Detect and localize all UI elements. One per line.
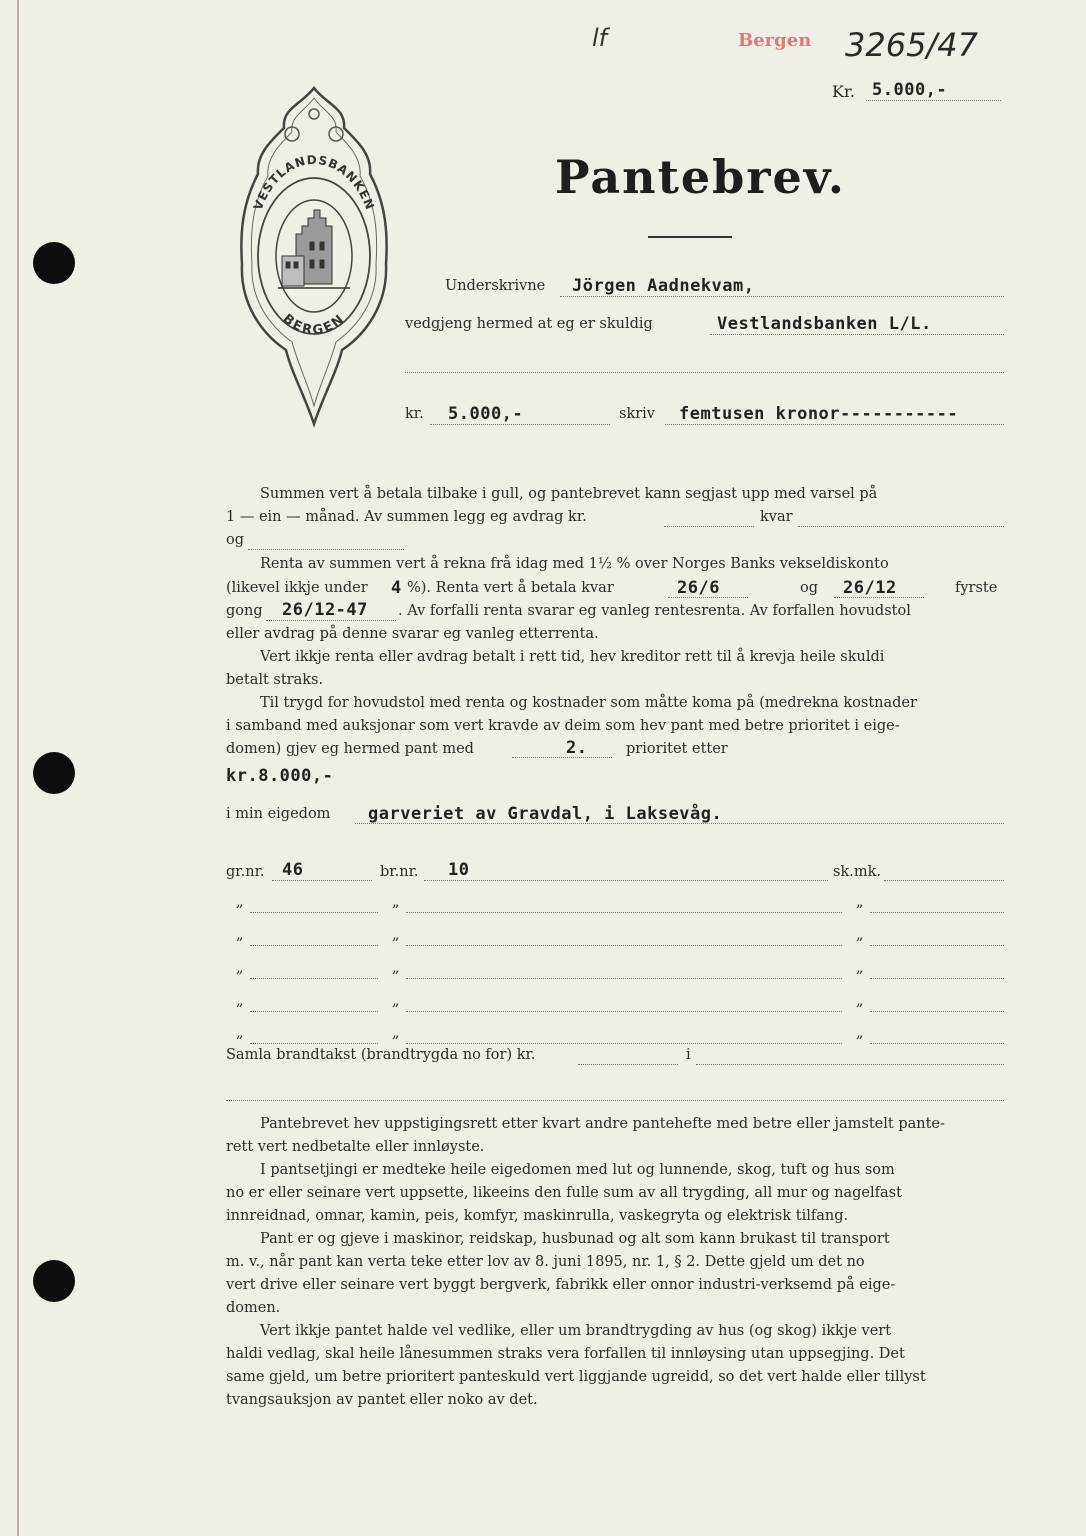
kr-line <box>430 424 610 425</box>
date1-line <box>668 597 748 598</box>
ditto-mark: „ <box>856 1025 864 1041</box>
terms-p3-l3: vert drive eller seinare vert byggt bergverk, fabrikk eller onnor industri-verksemd på eige- <box>226 1277 896 1293</box>
ditto-line <box>250 945 378 946</box>
terms-p4-l3: same gjeld, um betre prioritert panteskuld vert liggjande ugreidd, so det vert halde eller tillyst <box>226 1369 926 1385</box>
terms-p3-l2: m. v., når pant kan verta teke etter lov av 8. juni 1895, nr. 1, § 2. Dette gjeld um det no <box>226 1254 865 1270</box>
seal-bottom-text: BERGEN <box>279 311 349 339</box>
kr-label: kr. <box>405 406 424 422</box>
ditto-line <box>870 978 1004 979</box>
sk-line <box>884 880 1004 881</box>
fire-i-line <box>696 1064 1004 1065</box>
para2-line1: Renta av summen vert å rekna frå idag med 1½ % over Norges Banks vekseldiskonto <box>260 556 889 572</box>
terms-p3-l4: domen. <box>226 1300 281 1316</box>
undersigned-line <box>560 296 1004 297</box>
ditto-mark: „ <box>236 894 244 910</box>
blank-line <box>405 372 1004 373</box>
para1-line3: og <box>226 532 245 548</box>
ditto-line <box>250 978 378 979</box>
write-label: skriv <box>619 406 655 422</box>
kr-value: 5.000,- <box>448 404 524 424</box>
ditto-mark: „ <box>392 894 400 910</box>
ditto-line <box>870 912 1004 913</box>
ditto-mark: „ <box>392 927 400 943</box>
gr-label: gr.nr. <box>226 864 265 880</box>
para1-line2a: 1 — ein — månad. Av summen legg eg avdrag kr. <box>226 509 587 525</box>
para2-line3b: . Av forfalli renta svarar eg vanleg rentesrenta. Av forfallen hovudstol <box>398 603 911 619</box>
br-line <box>424 880 828 881</box>
ditto-line <box>406 945 842 946</box>
para4-line3a: domen) gjev eg hermed pant med <box>226 741 474 757</box>
terms-p4-l2: haldi vedlag, skal heile lånesummen straks vera forfallen til innløysing utan uppsegjing. Det <box>226 1346 905 1362</box>
ditto-line <box>406 978 842 979</box>
para1-line1: Summen vert å betala tilbake i gull, og pantebrevet kann segjast upp med varsel på <box>260 486 878 502</box>
terms-p2-l1: I pantsetjingi er medteke heile eigedomen med lut og lunnende, skog, tuft og hus som <box>260 1162 895 1178</box>
bergen-stamp: Bergen <box>738 30 812 51</box>
gr-line <box>272 880 372 881</box>
kvar-line <box>798 526 1004 527</box>
date2-line <box>834 597 924 598</box>
seal-top-text: VESTLANDSBANKEN <box>250 152 378 213</box>
fire-i-label: i <box>686 1047 691 1063</box>
para3-line1: Vert ikkje renta eller avdrag betalt i rett tid, hev kreditor rett til å krevja heile skuldi <box>260 649 885 665</box>
bank-seal <box>232 84 396 444</box>
ditto-line <box>406 912 842 913</box>
terms-p2-l3: innreidnad, omnar, kamin, peis, komfyr, maskinrulla, vaskegryta og elektrisk tilfang. <box>226 1208 849 1224</box>
punch-hole <box>33 752 75 794</box>
ditto-mark: „ <box>236 927 244 943</box>
initials: lf <box>592 24 608 52</box>
terms-p1-l2: rett vert nedbetalte eller innløyste. <box>226 1139 485 1155</box>
fire-amount-line <box>578 1064 678 1065</box>
write-line <box>665 424 1004 425</box>
ditto-mark: „ <box>856 993 864 1009</box>
priority-value: 2. <box>566 738 588 758</box>
og-line <box>248 549 404 550</box>
property-label: i min eigedom <box>226 806 331 822</box>
ditto-mark: „ <box>236 993 244 1009</box>
installment-line <box>664 526 754 527</box>
para2-line2a: (likevel ikkje under <box>226 580 368 596</box>
ditto-line <box>406 1011 842 1012</box>
ditto-mark: „ <box>856 960 864 976</box>
amount-label: Kr. <box>832 82 855 101</box>
ditto-mark: „ <box>856 927 864 943</box>
svg-text:BERGEN <box>280 311 349 338</box>
registration-number: 3265/47 <box>845 26 978 64</box>
fire-extra-line <box>226 1100 1004 1101</box>
terms-p4-l1: Vert ikkje pantet halde vel vedlike, eller um brandtrygding av hus (og skog) ikkje vert <box>260 1323 892 1339</box>
amount-value: 5.000,- <box>872 80 948 100</box>
undersigned-value: Jörgen Aadnekvam, <box>572 276 755 296</box>
para3-line2: betalt straks. <box>226 672 324 688</box>
para4-line1: Til trygd for hovudstol med renta og kostnader som måtte koma på (medrekna kostnader <box>260 695 917 711</box>
prior-amount: kr.8.000,- <box>226 766 334 786</box>
ditto-mark: „ <box>856 894 864 910</box>
write-value: femtusen kronor----------- <box>679 404 959 424</box>
fire-label: Samla brandtakst (brandtrygda no for) kr. <box>226 1047 536 1063</box>
ditto-line <box>250 1043 378 1044</box>
title-rule <box>648 236 732 238</box>
punch-hole <box>33 242 75 284</box>
document-title: Pantebrev. <box>555 150 846 204</box>
para2-line2d: fyrste <box>955 580 998 596</box>
ditto-line <box>250 912 378 913</box>
property-value: garveriet av Gravdal, i Laksevåg. <box>368 804 723 824</box>
ditto-line <box>870 1011 1004 1012</box>
gr-value: 46 <box>282 860 304 880</box>
br-label: br.nr. <box>380 864 419 880</box>
property-line <box>355 823 1004 824</box>
ditto-mark: „ <box>392 993 400 1009</box>
amount-line <box>866 100 1001 101</box>
para2-line4: eller avdrag på denne svarar eg vanleg etterrenta. <box>226 626 599 642</box>
seal-emblem <box>232 84 396 444</box>
priority-line <box>512 757 612 758</box>
date3-line <box>266 620 396 621</box>
rate-value: 4 <box>391 578 402 598</box>
punch-hole <box>33 1260 75 1302</box>
date3-value: 26/12-47 <box>282 600 368 620</box>
para4-line3b: prioritet etter <box>626 741 728 757</box>
terms-p4-l4: tvangsauksjon av pantet eller noko av det. <box>226 1392 538 1408</box>
ditto-line <box>870 945 1004 946</box>
margin-line <box>17 0 19 1536</box>
para2-line3a: gong <box>226 603 263 619</box>
owe-line <box>710 334 1004 335</box>
terms-p1-l1: Pantebrevet hev uppstigingsrett etter kvart andre pantehefte med betre eller jamstelt pante- <box>260 1116 945 1132</box>
ditto-mark: „ <box>392 960 400 976</box>
ditto-line <box>250 1011 378 1012</box>
para2-line2b: %). Renta vert å betala kvar <box>407 580 614 596</box>
ditto-mark: „ <box>392 1025 400 1041</box>
owe-label: vedgjeng hermed at eg er skuldig <box>405 316 653 332</box>
br-value: 10 <box>448 860 470 880</box>
para2-line2c: og <box>800 580 819 596</box>
terms-p2-l2: no er eller seinare vert uppsette, likeeins den fulle sum av all trygding, all mur og nagelfast <box>226 1185 902 1201</box>
ditto-mark: „ <box>236 960 244 976</box>
owe-value: Vestlandsbanken L/L. <box>717 314 932 334</box>
date1-value: 26/6 <box>677 578 720 598</box>
ditto-line <box>406 1043 842 1044</box>
undersigned-label: Underskrivne <box>445 278 546 294</box>
para4-line2: i samband med auksjonar som vert kravde av deim som hev pant med betre prioritet i eige- <box>226 718 900 734</box>
sk-label: sk.mk. <box>833 864 881 880</box>
para1-line2b: kvar <box>760 509 793 525</box>
date2-value: 26/12 <box>843 578 897 598</box>
ditto-line <box>870 1043 1004 1044</box>
terms-p3-l1: Pant er og gjeve i maskinor, reidskap, husbunad og alt som kann brukast til transport <box>260 1231 890 1247</box>
ditto-mark: „ <box>236 1025 244 1041</box>
